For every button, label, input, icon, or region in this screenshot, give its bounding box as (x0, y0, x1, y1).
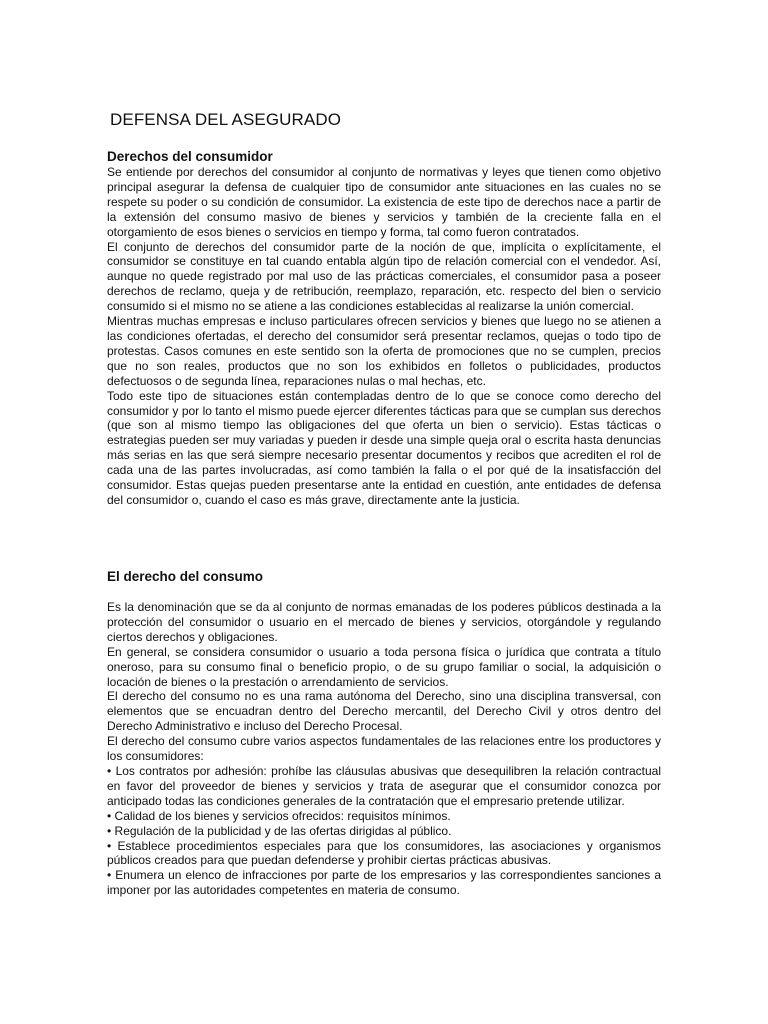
bullet-item: • Regulación de la publicidad y de las ofertas dirigidas al público. (107, 823, 452, 838)
bullet-item: • Establece procedimientos especiales para que los consumidores, las asociaciones y organismos públicos creados para que puedan defenderse y prohibir ciertas prácticas abusivas. (107, 838, 661, 868)
bullet-item: • Los contratos por adhesión: prohíbe las cláusulas abusivas que desequilibren la relación contractual en favor del proveedor de bienes y servicios y trata de asegurar que el consumidor conozca por anticipado todas las condiciones generales de la contratación que el empresario pretende utilizar. (107, 763, 661, 808)
paragraph: El conjunto de derechos del consumidor parte de la noción de que, implícita o explícitamente, el consumidor se constituye en tal cuando entabla algún tipo de relación comercial con el vendedor. Así, aunque no quede registrado por mal uso de las prácticas comerciales, el consumidor pasa a poseer derechos de reclamo, queja y de retribución, reemplazo, reparación, etc. respecto del bien o servicio consumido si el mismo no se atiene a las condiciones establecidas al realizarse la unión comercial. (107, 239, 661, 314)
section-heading: Derechos del consumidor (107, 149, 273, 164)
paragraph: Es la denominación que se da al conjunto de normas emanadas de los poderes públicos destinada a la protección del consumidor o usuario en el mercado de bienes y servicios, otorgándole y regulando ciertos derechos y obligaciones. (107, 600, 661, 644)
paragraph: Se entiende por derechos del consumidor al conjunto de normativas y leyes que tienen como objetivo principal asegurar la defensa de cualquier tipo de consumidor ante situaciones en las cuales no se respete su poder o su condición de consumidor. La existencia de este tipo de derechos nace a partir de la extensión del consumo masivo de bienes y servicios y también de la creciente falla en el otorgamiento de esos bienes o servicios en tiempo y forma, tal como fueron contratados. (107, 165, 661, 239)
document-title: DEFENSA DEL ASEGURADO (110, 110, 342, 129)
section-el-derecho-del-consumo (107, 568, 661, 898)
bullet-item: • Calidad de los bienes y servicios ofrecidos: requisitos mínimos. (107, 808, 451, 823)
section-derechos-del-consumidor (107, 148, 661, 508)
paragraph: El derecho del consumo no es una rama autónoma del Derecho, sino una disciplina transversal, con elementos que se encuadran dentro del Derecho mercantil, del Derecho Civil y otros dentro del Derecho Administrativo e incluso del Derecho Procesal. (107, 689, 661, 734)
paragraph: El derecho del consumo cubre varios aspectos fundamentales de las relaciones entre los productores y los consumidores: (107, 734, 661, 764)
bullet-item: • Enumera un elenco de infracciones por parte de los empresarios y las correspondientes sanciones a imponer por las autoridades competentes en materia de consumo. (107, 868, 661, 898)
paragraph: En general, se considera consumidor o usuario a toda persona física o jurídica que contrata a título oneroso, para su consumo final o beneficio propio, o de su grupo familiar o social, la adquisición o locación de bienes o la prestación o arrendamiento de servicios. (107, 644, 661, 689)
paragraph: Mientras muchas empresas e incluso particulares ofrecen servicios y bienes que luego no se atienen a las condiciones ofertadas, el derecho del consumidor será presentar reclamos, quejas o todo tipo de protestas. Casos comunes en este sentido son la oferta de promociones que no se cumplen, precios que no son reales, productos que no son los exhibidos en folletos o publicidades, productos defectuosos o de segunda línea, reparaciones nulas o mal hechas, etc. (107, 314, 661, 388)
paragraph: Todo este tipo de situaciones están contempladas dentro de lo que se conoce como derecho del consumidor y por lo tanto el mismo puede ejercer diferentes tácticas para que se cumplan sus derechos (que son al mismo tiempo las obligaciones del que oferta un bien o servicio). Estas tácticas o estrategias pueden ser muy variadas y pueden ir desde una simple queja oral o escrita hasta denuncias más serias en las que será siempre necesario presentar documentos y recibos que acrediten el rol de cada una de las partes involucradas, así como también la falla o el por qué de la insatisfacción del consumidor. Estas quejas pueden presentarse ante la entidad en cuestión, ante entidades de defensa del consumidor o, cuando el caso es más grave, directamente ante la justicia. (107, 388, 661, 507)
section-heading: El derecho del consumo (107, 569, 264, 584)
